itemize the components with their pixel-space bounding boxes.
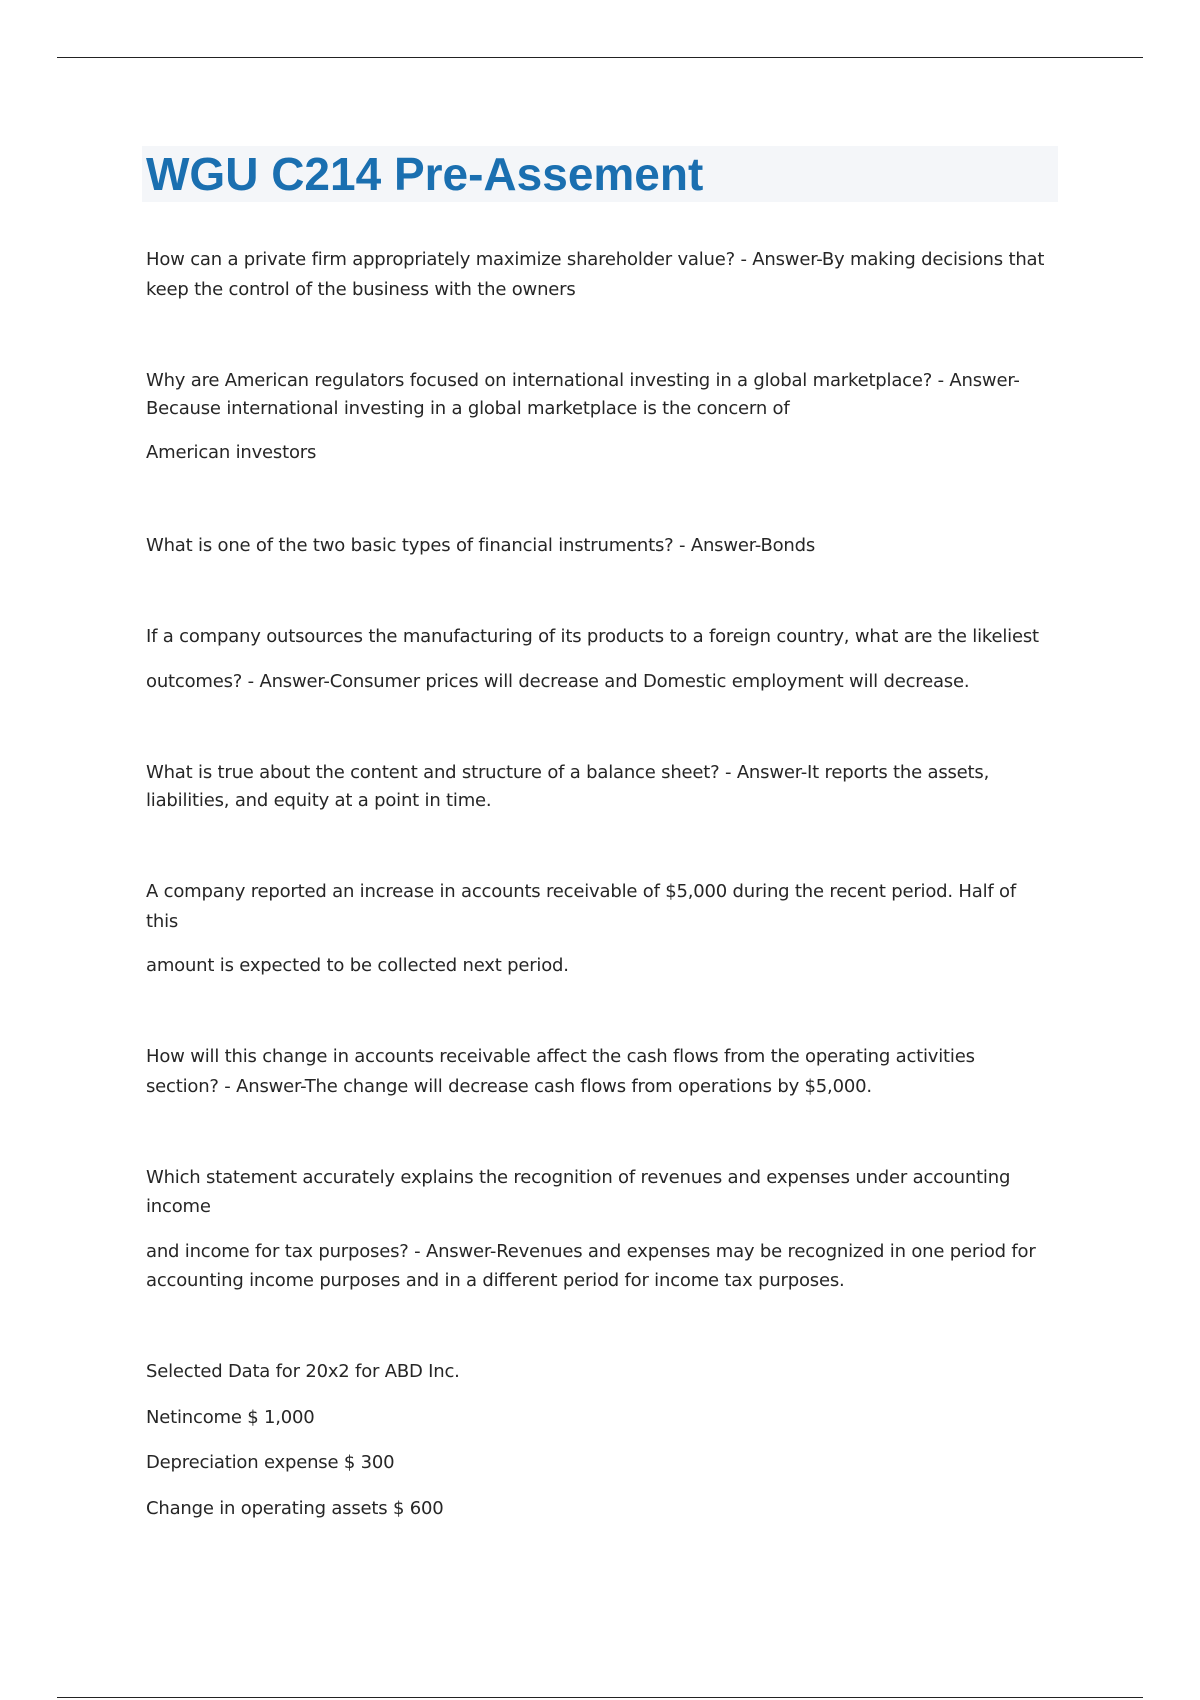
data-line: Netincome $ 1,000 [146,1407,315,1428]
qa-line: keep the control of the business with the owners [146,279,576,300]
qa-line: section? - Answer-The change will decrease cash flows from operations by $5,000. [146,1076,872,1097]
qa-line: American investors [146,442,317,463]
data-line: Depreciation expense $ 300 [146,1452,395,1473]
qa-line: income [146,1196,211,1217]
document-title: WGU C214 Pre-Assement [146,148,704,200]
qa-line: A company reported an increase in accounts receivable of $5,000 during the recent period. Half of [146,881,1016,902]
qa-line: What is one of the two basic types of financial instruments? - Answer-Bonds [146,535,816,556]
data-line: Change in operating assets $ 600 [146,1498,444,1519]
qa-line: Because international investing in a global marketplace is the concern of [146,398,790,419]
qa-line: outcomes? - Answer-Consumer prices will decrease and Domestic employment will decrease. [146,671,970,692]
qa-line: Why are American regulators focused on international investing in a global marketplace? - Answer- [146,370,1020,391]
qa-line: accounting income purposes and in a different period for income tax purposes. [146,1270,845,1291]
top-rule [57,57,1143,58]
qa-line: and income for tax purposes? - Answer-Revenues and expenses may be recognized in one period for [146,1241,1036,1262]
qa-line: this [146,911,179,932]
qa-line: What is true about the content and structure of a balance sheet? - Answer-It reports the assets, [146,762,990,783]
bottom-rule [57,1697,1143,1698]
qa-line: amount is expected to be collected next period. [146,955,569,976]
qa-line: How will this change in accounts receivable affect the cash flows from the operating activities [146,1046,975,1067]
qa-line: liabilities, and equity at a point in time. [146,790,492,811]
qa-line: Which statement accurately explains the recognition of revenues and expenses under accounting [146,1167,1011,1188]
qa-line: How can a private firm appropriately maximize shareholder value? - Answer-By making decisions that [146,249,1045,270]
qa-line: If a company outsources the manufacturing of its products to a foreign country, what are the likeliest [146,626,1039,647]
data-line: Selected Data for 20x2 for ABD Inc. [146,1361,460,1382]
